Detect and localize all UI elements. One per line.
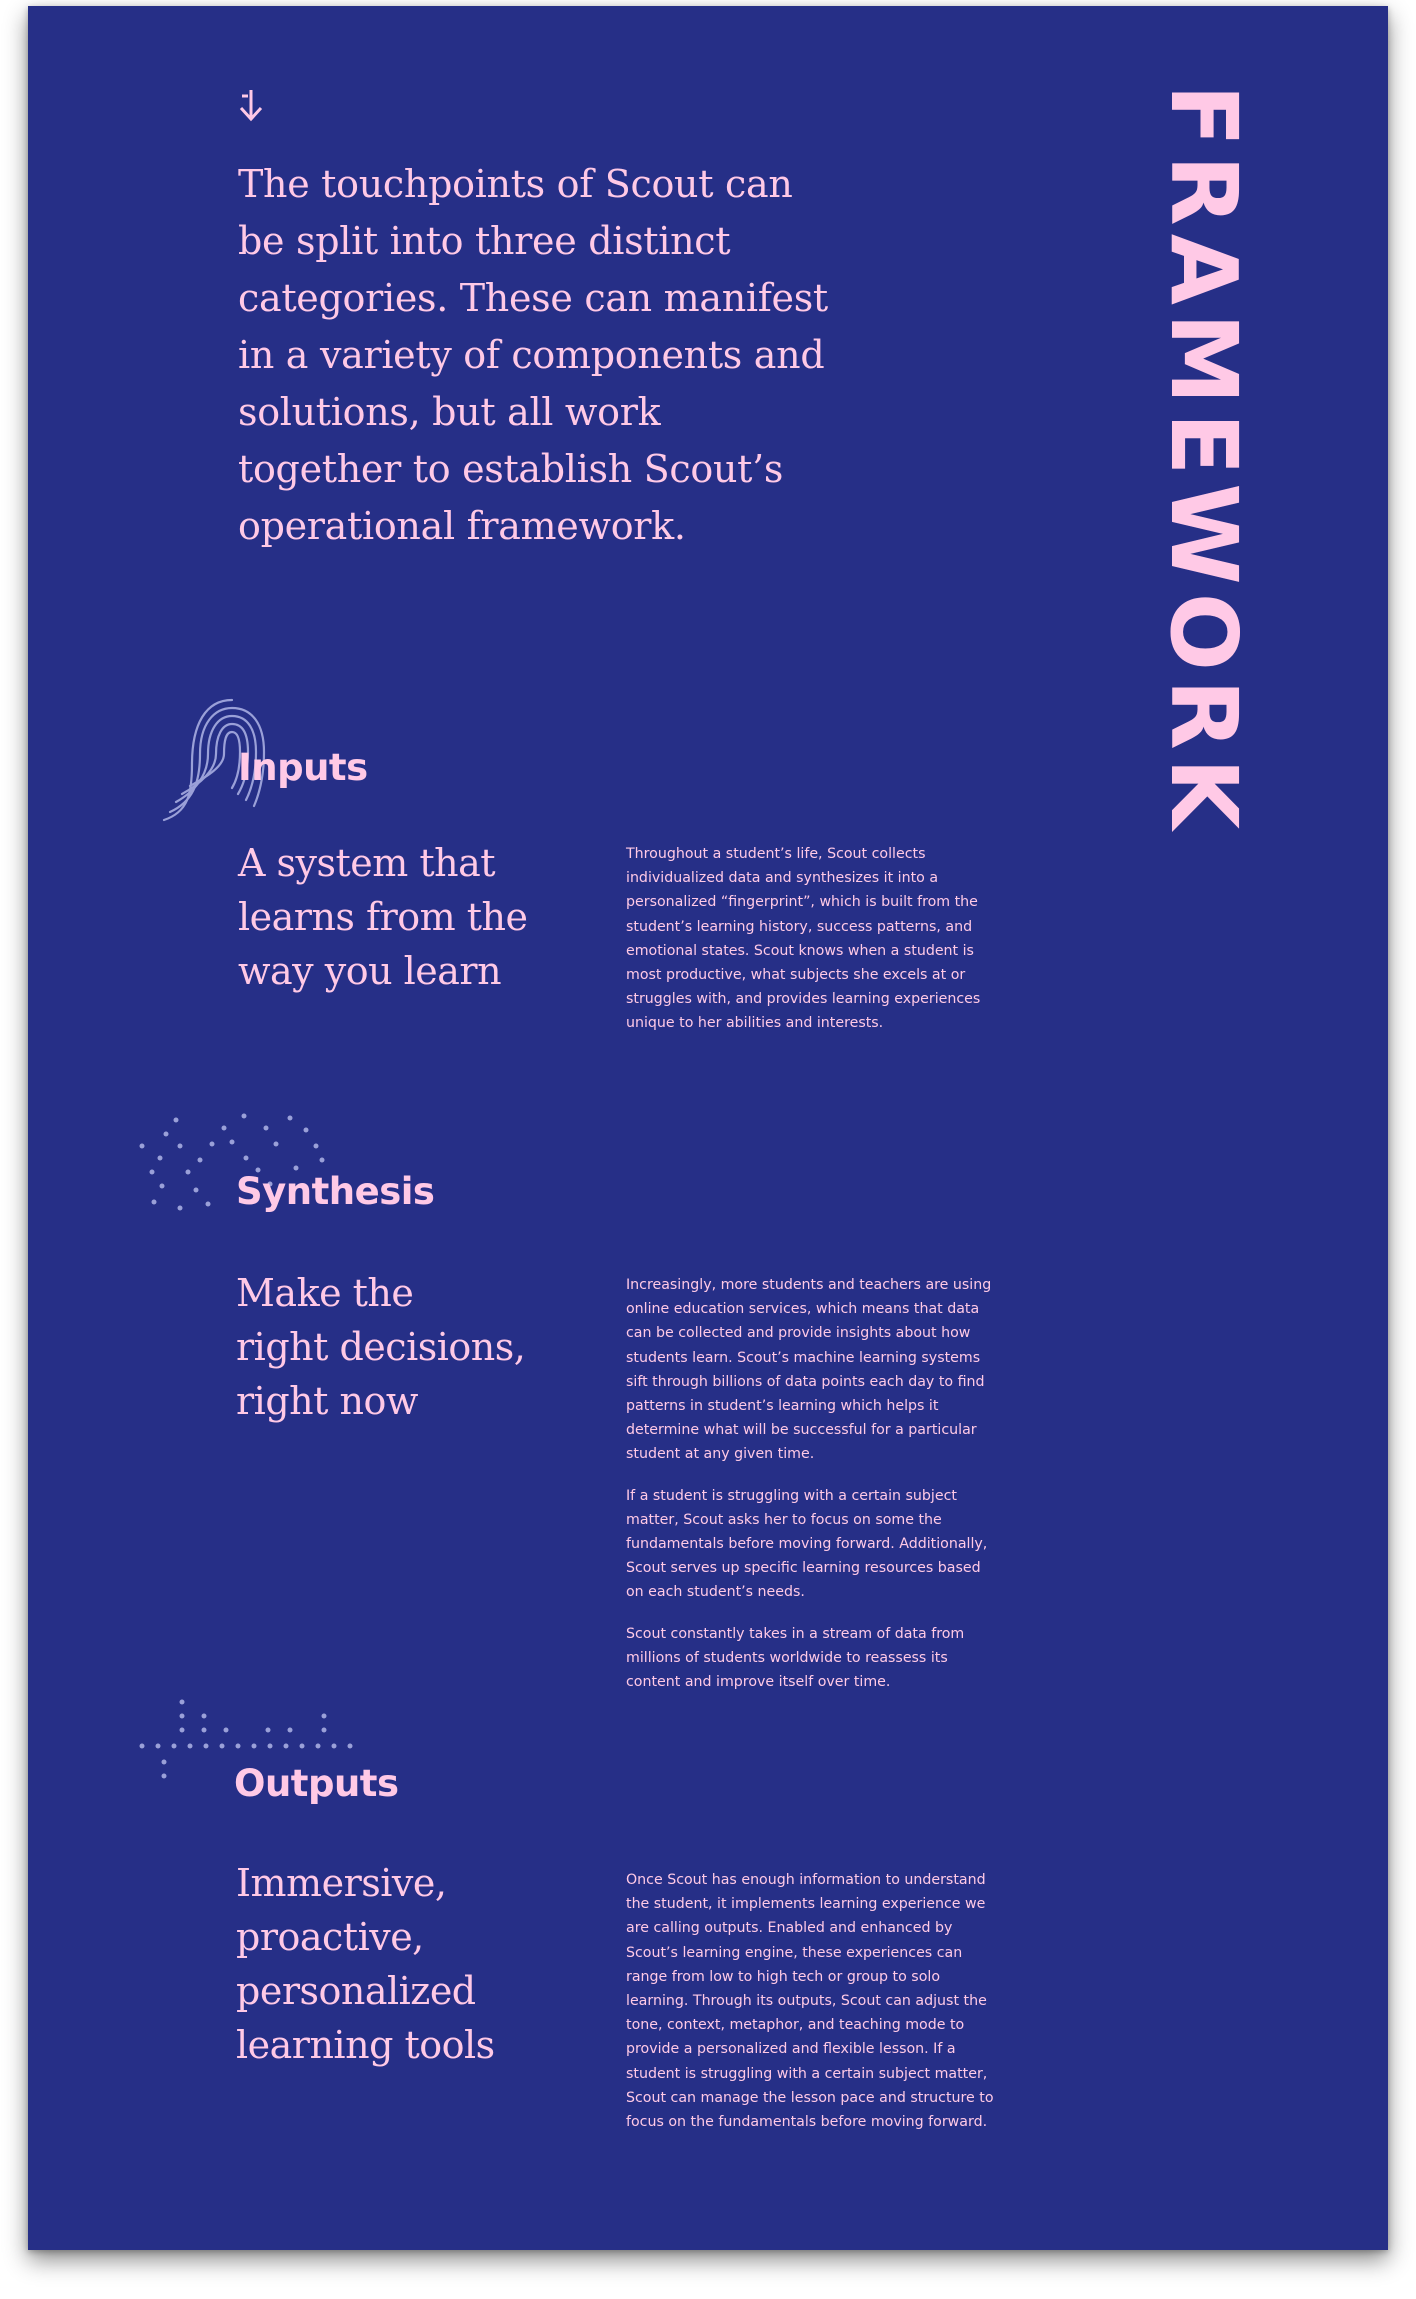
section-body-synthesis: [626, 1273, 998, 1711]
section-paragraph: Scout constantly takes in a stream of data from millions of students worldwide to reassess its content and improve itself over time.: [626, 1625, 965, 1691]
section-paragraph: Throughout a student’s life, Scout collects individualized data and synthesizes it into a personalized “fingerprint”, which is built from the student’s learning history, success patterns, and emotional states. Scout knows when a student is most productive, what subjects she excels at or struggles with, and provides learning experiences unique to her abilities and interests.: [626, 846, 981, 1032]
arrow-down-icon: [236, 88, 266, 124]
section-label-inputs: Inputs: [238, 746, 368, 789]
section-paragraph: Increasingly, more students and teachers are using online education services, which means that data can be collected and provide insights about how students learn. Scout’s machine learning systems sift through billions of data points each day to find patterns in student’s learning which helps it determine what will be successful for a particular student at any given time.: [626, 1277, 992, 1463]
section-label-synthesis: Synthesis: [236, 1170, 435, 1213]
section-tagline-synthesis: Make the right decisions, right now: [236, 1271, 526, 1423]
section-tagline-inputs: A system that learns from the way you learn: [238, 841, 528, 993]
section-paragraph: If a student is struggling with a certain subject matter, Scout asks her to focus on some the fundamentals before moving forward. Additionally, Scout serves up specific learning resources based on each student’s needs.: [626, 1487, 988, 1601]
section-paragraph: Once Scout has enough information to understand the student, it implements learning experience we are calling outputs. Enabled and enhanced by Scout’s learning engine, these experiences can range from low to high tech or group to solo learning. Through its outputs, Scout can adjust the tone, context, metaphor, and teaching mode to provide a personalized and flexible lesson. If a student is struggling with a certain subject matter, Scout can manage the lesson pace and structure to focus on the fundamentals before moving forward.: [626, 1872, 994, 2131]
section-body-outputs: [626, 1868, 998, 2151]
vertical-title-container: [1148, 84, 1258, 914]
page-title: FRAMEWORK: [1150, 84, 1257, 838]
section-label-outputs: Outputs: [234, 1762, 399, 1805]
framework-poster: [28, 6, 1388, 2250]
section-body-inputs: [626, 842, 998, 1053]
intro-paragraph: The touchpoints of Scout can be split into three distinct categories. These can manifest in a variety of components and solutions, but all work together to establish Scout’s operational framework.: [238, 162, 828, 548]
section-tagline-outputs: Immersive, proactive, personalized learning tools: [236, 1861, 495, 2067]
